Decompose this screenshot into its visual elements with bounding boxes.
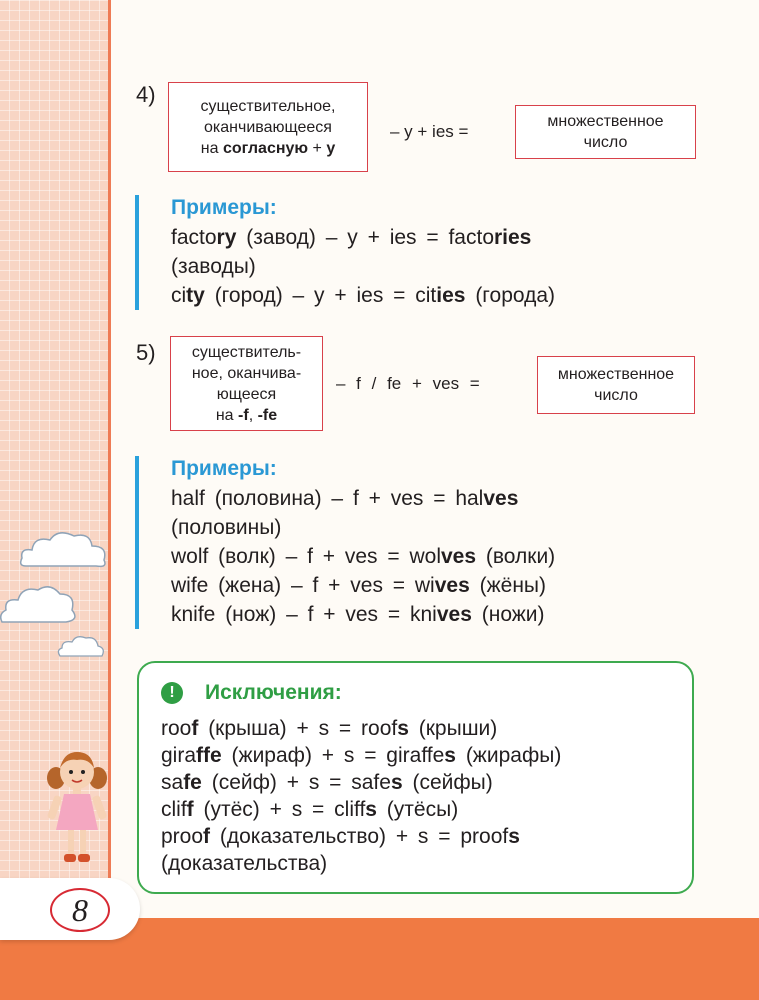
rule5-box-line: ющееся (216, 385, 277, 403)
cloud-icon (18, 528, 110, 572)
rule5-box-line (171, 405, 322, 426)
example-line: factory (завод) – y + ies = factories (171, 226, 532, 249)
rule5-condition-box (170, 336, 323, 431)
rule5-result-box (537, 356, 695, 414)
exception-line: (доказательства) (161, 852, 328, 875)
rule4-box-mid: + (308, 139, 327, 157)
exception-line: cliff (утёс) + s = cliffs (утёсы) (161, 798, 459, 821)
rule5-box-prefix: на (215, 406, 239, 424)
exception-line: roof (крыша) + s = roofs (крыши) (161, 717, 498, 740)
rule4-box-bold2: y (326, 139, 336, 157)
rule4-box-bold: согласную (222, 139, 309, 157)
rule4-box-line: оканчивающееся (204, 118, 332, 136)
example-line: half (половина) – f + ves = halves (171, 487, 519, 510)
rule5-box-line: ное, оканчива- (191, 364, 302, 382)
exception-line: safe (сейф) + s = safes (сейфы) (161, 771, 493, 794)
page-number: 8 (50, 888, 110, 932)
examples-heading: Примеры: (171, 196, 277, 219)
rule5-box-bold: -f (238, 406, 249, 424)
exception-line: proof (доказательство) + s = proofs (161, 825, 520, 848)
example-line: knife (нож) – f + ves = knives (ножи) (171, 603, 545, 626)
rule5-box-line: существитель- (191, 343, 302, 361)
rule4-box-line (169, 138, 367, 159)
examples-heading: Примеры: (171, 457, 277, 480)
example-line: (заводы) (171, 255, 256, 278)
rule5-operation: – f / fe + ves = (336, 374, 480, 393)
rule4-result-box (515, 105, 696, 159)
cloud-icon (0, 580, 78, 628)
rule4-result-line: число (583, 134, 628, 151)
rule4-condition-box (168, 82, 368, 172)
rule-number-4: 4) (136, 82, 156, 107)
exceptions-header (161, 681, 692, 705)
example-line: wolf (волк) – f + ves = wolves (волки) (171, 545, 556, 568)
rule4-box-prefix: на (200, 139, 223, 157)
exceptions-box (137, 661, 694, 894)
rule4-box-line: существительное, (200, 97, 336, 115)
rule4-operation: – y + ies = (390, 122, 469, 141)
rule-number-5: 5) (136, 340, 156, 365)
rule5-box-mid: , (248, 406, 258, 424)
rule5-box-bold2: -fe (257, 406, 278, 424)
rule4-result-line: множественное (547, 113, 664, 130)
example-line: wife (жена) – f + ves = wives (жёны) (171, 574, 547, 597)
cloud-icon (56, 632, 106, 660)
examples-block-5 (135, 456, 555, 629)
rule5-result-line: множественное (557, 366, 675, 383)
exclamation-icon: ! (161, 682, 183, 704)
girl-illustration (44, 748, 110, 868)
example-line: city (город) – y + ies = cities (города) (171, 284, 556, 307)
exceptions-heading: Исключения: (205, 681, 342, 704)
rule5-result-line: число (594, 387, 638, 404)
exception-line: giraffe (жираф) + s = giraffes (жирафы) (161, 744, 562, 767)
example-line: (половины) (171, 516, 282, 539)
examples-block-4 (135, 195, 555, 310)
